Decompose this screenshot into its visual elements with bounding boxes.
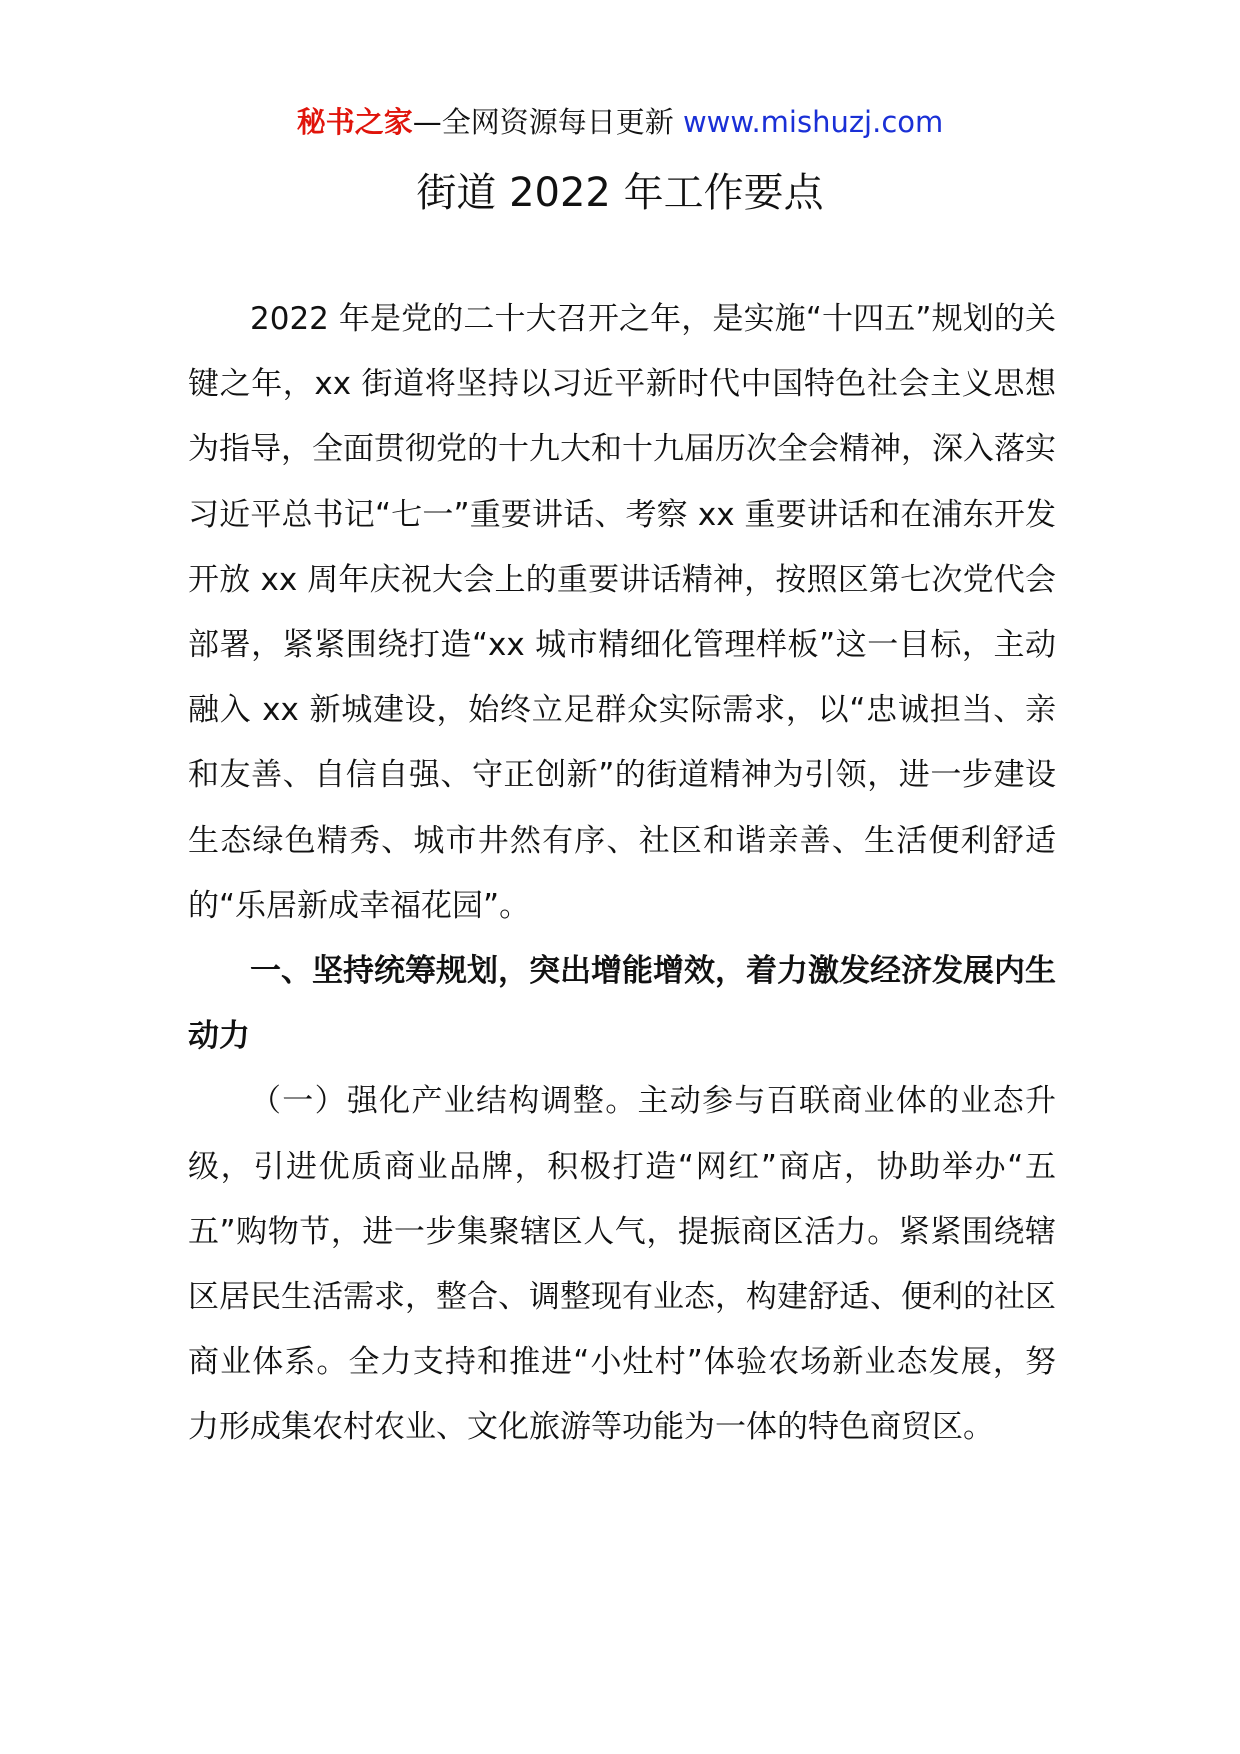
site-header	[0, 100, 1240, 144]
site-tagline: —全网资源每日更新	[412, 105, 683, 139]
section-heading: 一、坚持统筹规划，突出增能增效，着力激发经济发展内生动力	[188, 953, 1056, 1055]
document-body	[188, 287, 1056, 1461]
site-url-link[interactable]: www.mishuzj.com	[682, 105, 944, 139]
intro-paragraph: 2022 年是党的二十大召开之年，是实施“十四五”规划的关键之年，xx 街道将坚持以习近平新时代中国特色社会主义思想为指导，全面贯彻党的十九大和十九届历次全会精神，深入落实习近平总书记“七一”重要讲话、考察 xx 重要讲话和在浦东开发开放 xx 周年庆祝大会上的重要讲话精神，按照区第七次党代会部署，紧紧围绕打造“xx 城市精细化管理样板”这一目标，主动融入 xx 新城建设，始终立足群众实际需求，以“忠诚担当、亲和友善、自信自强、守正创新”的街道精神为引领，进一步建设生态绿色精秀、城市井然有序、社区和谐亲善、生活便利舒适的“乐居新成幸福花园”。	[188, 301, 1056, 924]
document-title: 街道 2022 年工作要点	[416, 170, 824, 216]
subsection-paragraph: （一）强化产业结构调整。主动参与百联商业体的业态升级，引进优质商业品牌，积极打造“网红”商店，协助举办“五五”购物节，进一步集聚辖区人气，提振商区活力。紧紧围绕辖区居民生活需求，整合、调整现有业态，构建舒适、便利的社区商业体系。全力支持和推进“小灶村”体验农场新业态发展，努力形成集农村农业、文化旅游等功能为一体的特色商贸区。	[188, 1083, 1056, 1446]
site-brand: 秘书之家	[296, 105, 413, 139]
